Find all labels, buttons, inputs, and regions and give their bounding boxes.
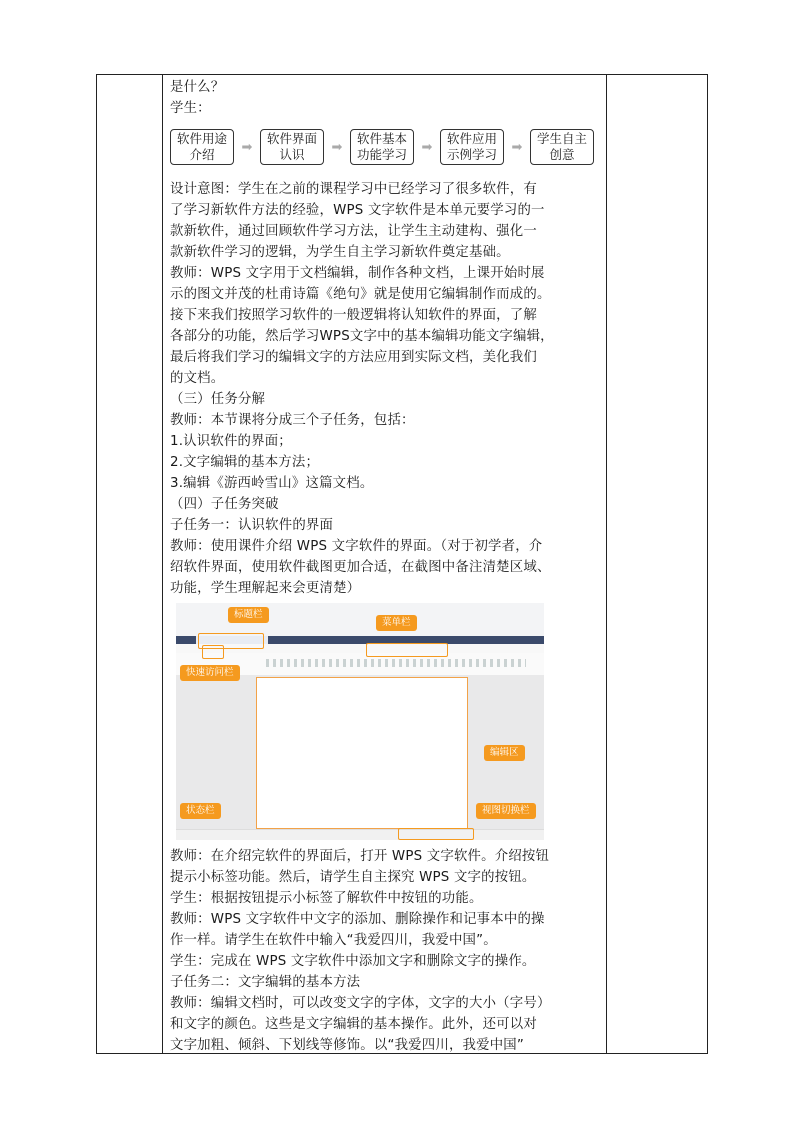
flow-step-label: 认识 (279, 147, 305, 162)
text-line: 设计意图：学生在之前的课程学习中已经学习了很多软件，有 (170, 182, 537, 197)
text-line: 教师：使用课件介绍 WPS 文字软件的界面。（对于初学者，介 (170, 539, 543, 554)
paragraph-block-2 (170, 846, 602, 1056)
text-line: 学生：完成在 WPS 文字软件中添加文字和删除文字的操作。 (170, 954, 536, 969)
wps-interface-screenshot (176, 603, 544, 840)
text-line: 绍软件界面，使用软件截图更加合适，在截图中备注清楚区域、 (170, 560, 551, 575)
text-line: 教师：本节课将分成三个子任务，包括： (170, 413, 415, 428)
quick-access-highlight (202, 645, 224, 659)
flow-step-purpose (170, 129, 234, 165)
table-col-divider-2 (606, 74, 607, 1054)
text-line: 各部分的功能，然后学习WPS文字中的基本编辑功能文字编辑， (170, 329, 554, 344)
table-top-border (96, 74, 708, 75)
text-line: 示的图文并茂的杜甫诗篇《绝句》就是使用它编辑制作而成的。 (170, 287, 551, 302)
flow-step-interface (260, 129, 324, 165)
right-arrow-icon: ➡ (331, 139, 343, 155)
callout-quick-access: 快速访问栏 (180, 665, 240, 681)
callout-view-switch: 视图切换栏 (476, 803, 536, 819)
learning-flow-diagram (170, 129, 602, 165)
flow-step-label: 软件应用 (446, 131, 497, 146)
text-line: （三）任务分解 (170, 392, 266, 407)
text-line: 教师：编辑文档时，可以改变文字的字体，文字的大小（字号） (170, 996, 551, 1011)
flow-step-label: 创意 (549, 147, 575, 162)
text-line: 子任务一：认识软件的界面 (170, 518, 334, 533)
text-line: 1.认识软件的界面； (170, 434, 292, 449)
text-line: 作一样。请学生在软件中输入“我爱四川，我爱中国”。 (170, 933, 497, 948)
text-line: 提示小标签功能。然后，请学生自主探究 WPS 文字的按钮。 (170, 870, 536, 885)
text-line: 教师：在介绍完软件的界面后，打开 WPS 文字软件。介绍按钮 (170, 849, 550, 864)
callout-edit-area: 编辑区 (484, 745, 525, 761)
right-arrow-icon: ➡ (511, 139, 523, 155)
flow-step-label: 功能学习 (356, 147, 407, 162)
table-left-border (96, 74, 97, 1054)
text-line: 2.文字编辑的基本方法； (170, 455, 320, 470)
text-line: 教师：WPS 文字软件中文字的添加、删除操作和记事本中的操 (170, 912, 545, 927)
flow-step-creativity (530, 129, 594, 165)
text-line: 文字加粗、倾斜、下划线等修饰。以“我爱四川，我爱中国” (170, 1038, 525, 1053)
text-line: 教师：WPS 文字用于文档编辑，制作各种文档，上课开始时展 (170, 266, 545, 281)
text-line: 学生：根据按钮提示小标签了解软件中按钮的功能。 (170, 891, 483, 906)
text-line: 最后将我们学习的编辑文字的方法应用到实际文档，美化我们 (170, 350, 537, 365)
screenshot-statusbar (176, 829, 544, 840)
text-line: 子任务二：文字编辑的基本方法 (170, 975, 361, 990)
text-line: 的文档。 (170, 371, 225, 386)
flow-step-label: 介绍 (189, 147, 215, 162)
text-line: 功能，学生理解起来会更清楚） (170, 581, 361, 596)
text-line: （四）子任务突破 (170, 497, 279, 512)
flow-step-examples (440, 129, 504, 165)
flow-step-label: 示例学习 (446, 147, 497, 162)
table-col-divider-1 (162, 74, 163, 1054)
table-right-border (707, 74, 708, 1054)
text-line: 款新软件，通过回顾软件学习方法，让学生主动建构、强化一 (170, 224, 537, 239)
text-line: 接下来我们按照学习软件的一般逻辑将认知软件的界面，了解 (170, 308, 537, 323)
paragraph-block-1 (170, 179, 602, 599)
callout-title-bar: 标题栏 (228, 607, 269, 623)
right-arrow-icon: ➡ (241, 139, 253, 155)
text-line: 和文字的颜色。这些是文字编辑的基本操作。此外，还可以对 (170, 1017, 537, 1032)
menu-bar-highlight (366, 643, 448, 657)
callout-menu-bar: 菜单栏 (376, 615, 417, 631)
view-switch-highlight (398, 828, 474, 840)
text-line: 是什么？ (170, 80, 225, 95)
text-line: 款新软件学习的逻辑，为学生自主学习新软件奠定基础。 (170, 245, 510, 260)
lesson-content (170, 77, 602, 1056)
screenshot-page (256, 677, 468, 829)
text-line: 学生： (170, 101, 211, 116)
flow-step-label: 软件基本 (356, 131, 407, 146)
flow-step-label: 学生自主 (536, 131, 587, 146)
flow-step-basic-functions (350, 129, 414, 165)
text-line: 3.编辑《游西岭雪山》这篇文档。 (170, 476, 374, 491)
right-arrow-icon: ➡ (421, 139, 433, 155)
flow-step-label: 软件界面 (266, 131, 317, 146)
callout-status-bar: 状态栏 (180, 803, 221, 819)
text-line: 了学习新软件方法的经验，WPS 文字软件是本单元要学习的一 (170, 203, 545, 218)
flow-step-label: 软件用途 (176, 131, 227, 146)
